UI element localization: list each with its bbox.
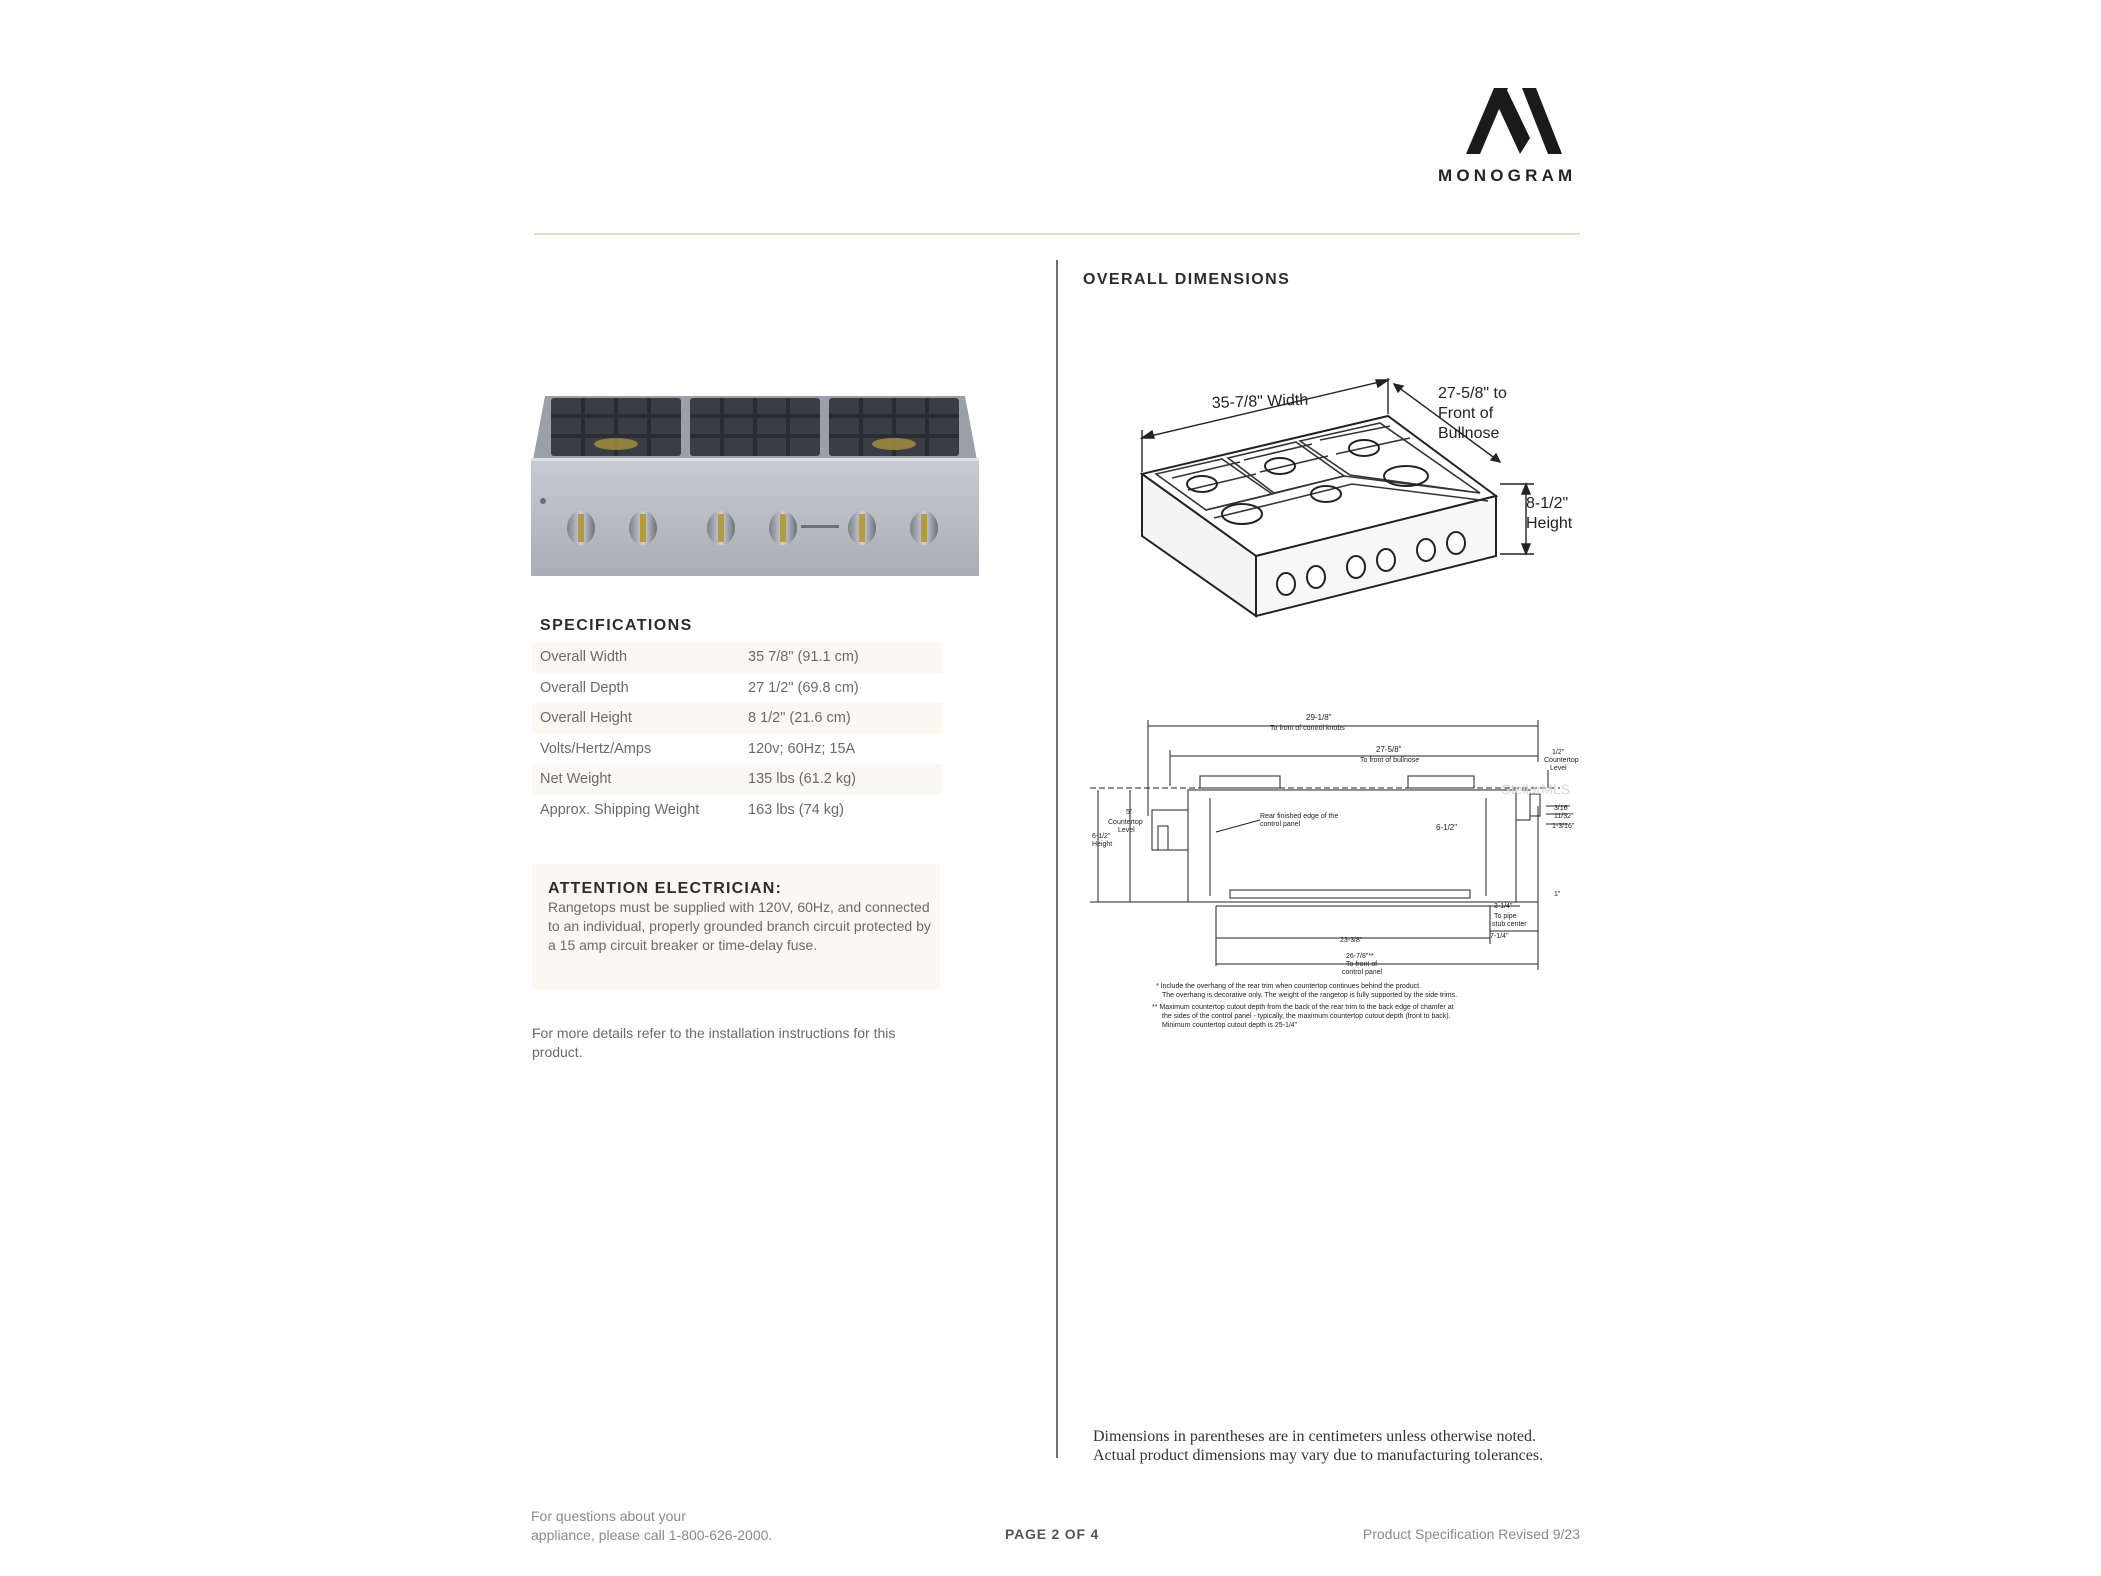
sec-rear-1: Rear finished edge of the xyxy=(1260,813,1339,820)
header-divider xyxy=(534,233,1580,235)
sec-p3: stub center xyxy=(1492,921,1527,928)
iso-height-label-2: Height xyxy=(1526,515,1573,532)
sec-d1: 29-1/8" xyxy=(1306,713,1332,722)
table-row xyxy=(532,673,942,704)
sec-rear-2: control panel xyxy=(1260,821,1301,828)
sec-p4: 7-1/4" xyxy=(1490,933,1509,940)
spec-label: Overall Depth xyxy=(540,679,629,696)
spec-value: 120v; 60Hz; 15A xyxy=(748,740,856,757)
spec-value: 135 lbs (61.2 kg) xyxy=(748,764,942,795)
rangetop-product-image xyxy=(531,396,979,576)
spec-value: 35 7/8" (91.1 cm) xyxy=(748,642,942,673)
column-divider xyxy=(1056,260,1058,1458)
monogram-logo xyxy=(1438,88,1588,186)
iso-depth-label-2: Front of xyxy=(1438,405,1494,422)
sec-note2a: ** Maximum countertop cutout depth from the back of the rear trim to the back edge of chamfer at xyxy=(1152,1004,1454,1011)
sec-cl-2: Countertop xyxy=(1544,757,1579,764)
footer-contact xyxy=(531,1507,831,1545)
spec-value: 163 lbs (74 kg) xyxy=(748,801,844,818)
sec-l3: Level xyxy=(1118,827,1135,834)
iso-width-label: 35-7/8" Width xyxy=(1211,391,1309,412)
sec-r1: 3/16" xyxy=(1554,805,1571,812)
footer-contact-line-1: For questions about your xyxy=(531,1508,686,1524)
table-row xyxy=(532,734,942,765)
sec-p1: 3-1/4" xyxy=(1494,903,1513,910)
sec-l1: 5" xyxy=(1126,809,1133,816)
table-row xyxy=(532,764,942,795)
sec-r3: 1-3/16" xyxy=(1552,823,1575,830)
sec-h1: 6-1/2" xyxy=(1092,833,1111,840)
brand-wordmark: MONOGRAM xyxy=(1438,166,1577,185)
attention-electrician-box xyxy=(532,864,940,990)
sec-cl-3: Level xyxy=(1550,765,1567,772)
dimensions-disclaimer xyxy=(1093,1427,1593,1465)
sec-d2: 27-5/8" xyxy=(1376,745,1402,754)
isometric-dimension-drawing xyxy=(1090,378,1590,633)
spec-value: 27 1/2" (69.8 cm) xyxy=(748,679,859,696)
iso-height-label-1: 8-1/2" xyxy=(1526,495,1569,512)
sec-d2b: To front of bullnose xyxy=(1360,757,1420,764)
table-row xyxy=(532,642,942,673)
footer-contact-line-2: appliance, please call 1-800-626-2000. xyxy=(531,1527,773,1543)
page-number: PAGE 2 OF 4 xyxy=(1005,1526,1100,1542)
side-section-dimension-drawing xyxy=(1090,706,1590,1056)
sec-w4: control panel xyxy=(1342,969,1383,976)
specifications-title: SPECIFICATIONS xyxy=(540,617,693,634)
spec-label: Net Weight xyxy=(532,764,748,795)
overall-dimensions-title: OVERALL DIMENSIONS xyxy=(1083,271,1291,288)
sec-cl-1: 1/2" xyxy=(1552,749,1565,756)
table-row xyxy=(532,703,942,734)
attention-electrician-text: Rangetops must be supplied with 120V, 60Hz, and connected to an individual, properly grounded branch circuit protected by a 15 amp circuit breaker or time-delay fuse. xyxy=(548,899,931,953)
sec-p2: To pipe xyxy=(1494,913,1517,920)
iso-depth-label-1: 27-5/8" to xyxy=(1438,385,1507,402)
monogram-m-icon xyxy=(1466,88,1562,154)
spec-value: 8 1/2" (21.6 cm) xyxy=(748,703,942,734)
revision-note: Product Specification Revised 9/23 xyxy=(1362,1526,1580,1542)
spec-label: Volts/Hertz/Amps xyxy=(540,740,652,757)
sec-h2: Height xyxy=(1092,841,1113,848)
sec-w3: To front of xyxy=(1346,961,1378,968)
sec-one: 1" xyxy=(1554,891,1561,898)
table-row xyxy=(532,795,942,826)
sec-note1b: The overhang is decorative only. The weight of the rangetop is fully supported by the side trims. xyxy=(1162,992,1458,999)
disclaimer-line-2: Actual product dimensions may vary due to manufacturing tolerances. xyxy=(1093,1447,1544,1464)
more-details-note: For more details refer to the installation instructions for this product. xyxy=(532,1025,896,1060)
sec-w2: 26-7/8"** xyxy=(1346,953,1374,960)
sec-d1b: To front of control knobs xyxy=(1270,725,1345,732)
spec-label: Overall Width xyxy=(532,642,748,673)
sec-note1a: * Include the overhang of the rear trim when countertop continues behind the product. xyxy=(1156,983,1422,990)
sec-w1: 23-3/8" xyxy=(1340,937,1363,944)
spec-label: Overall Height xyxy=(532,703,748,734)
specifications-table xyxy=(532,642,942,825)
watermark: StellarMLS xyxy=(1501,781,1570,797)
sec-mid: 6-1/2" xyxy=(1436,823,1458,832)
attention-electrician-title: ATTENTION ELECTRICIAN: xyxy=(548,880,783,897)
sec-note2c: Minimum countertop cutout depth is 25-1/4" xyxy=(1162,1022,1298,1029)
sec-l2: Countertop xyxy=(1108,819,1143,826)
spec-label: Approx. Shipping Weight xyxy=(540,801,700,818)
disclaimer-line-1: Dimensions in parentheses are in centimeters unless otherwise noted. xyxy=(1093,1428,1536,1445)
sec-r2: 11/32" xyxy=(1554,813,1574,820)
sec-note2b: the sides of the control panel - typically, the maximum countertop cutout depth (front to back). xyxy=(1162,1013,1451,1020)
iso-depth-label-3: Bullnose xyxy=(1438,425,1500,442)
